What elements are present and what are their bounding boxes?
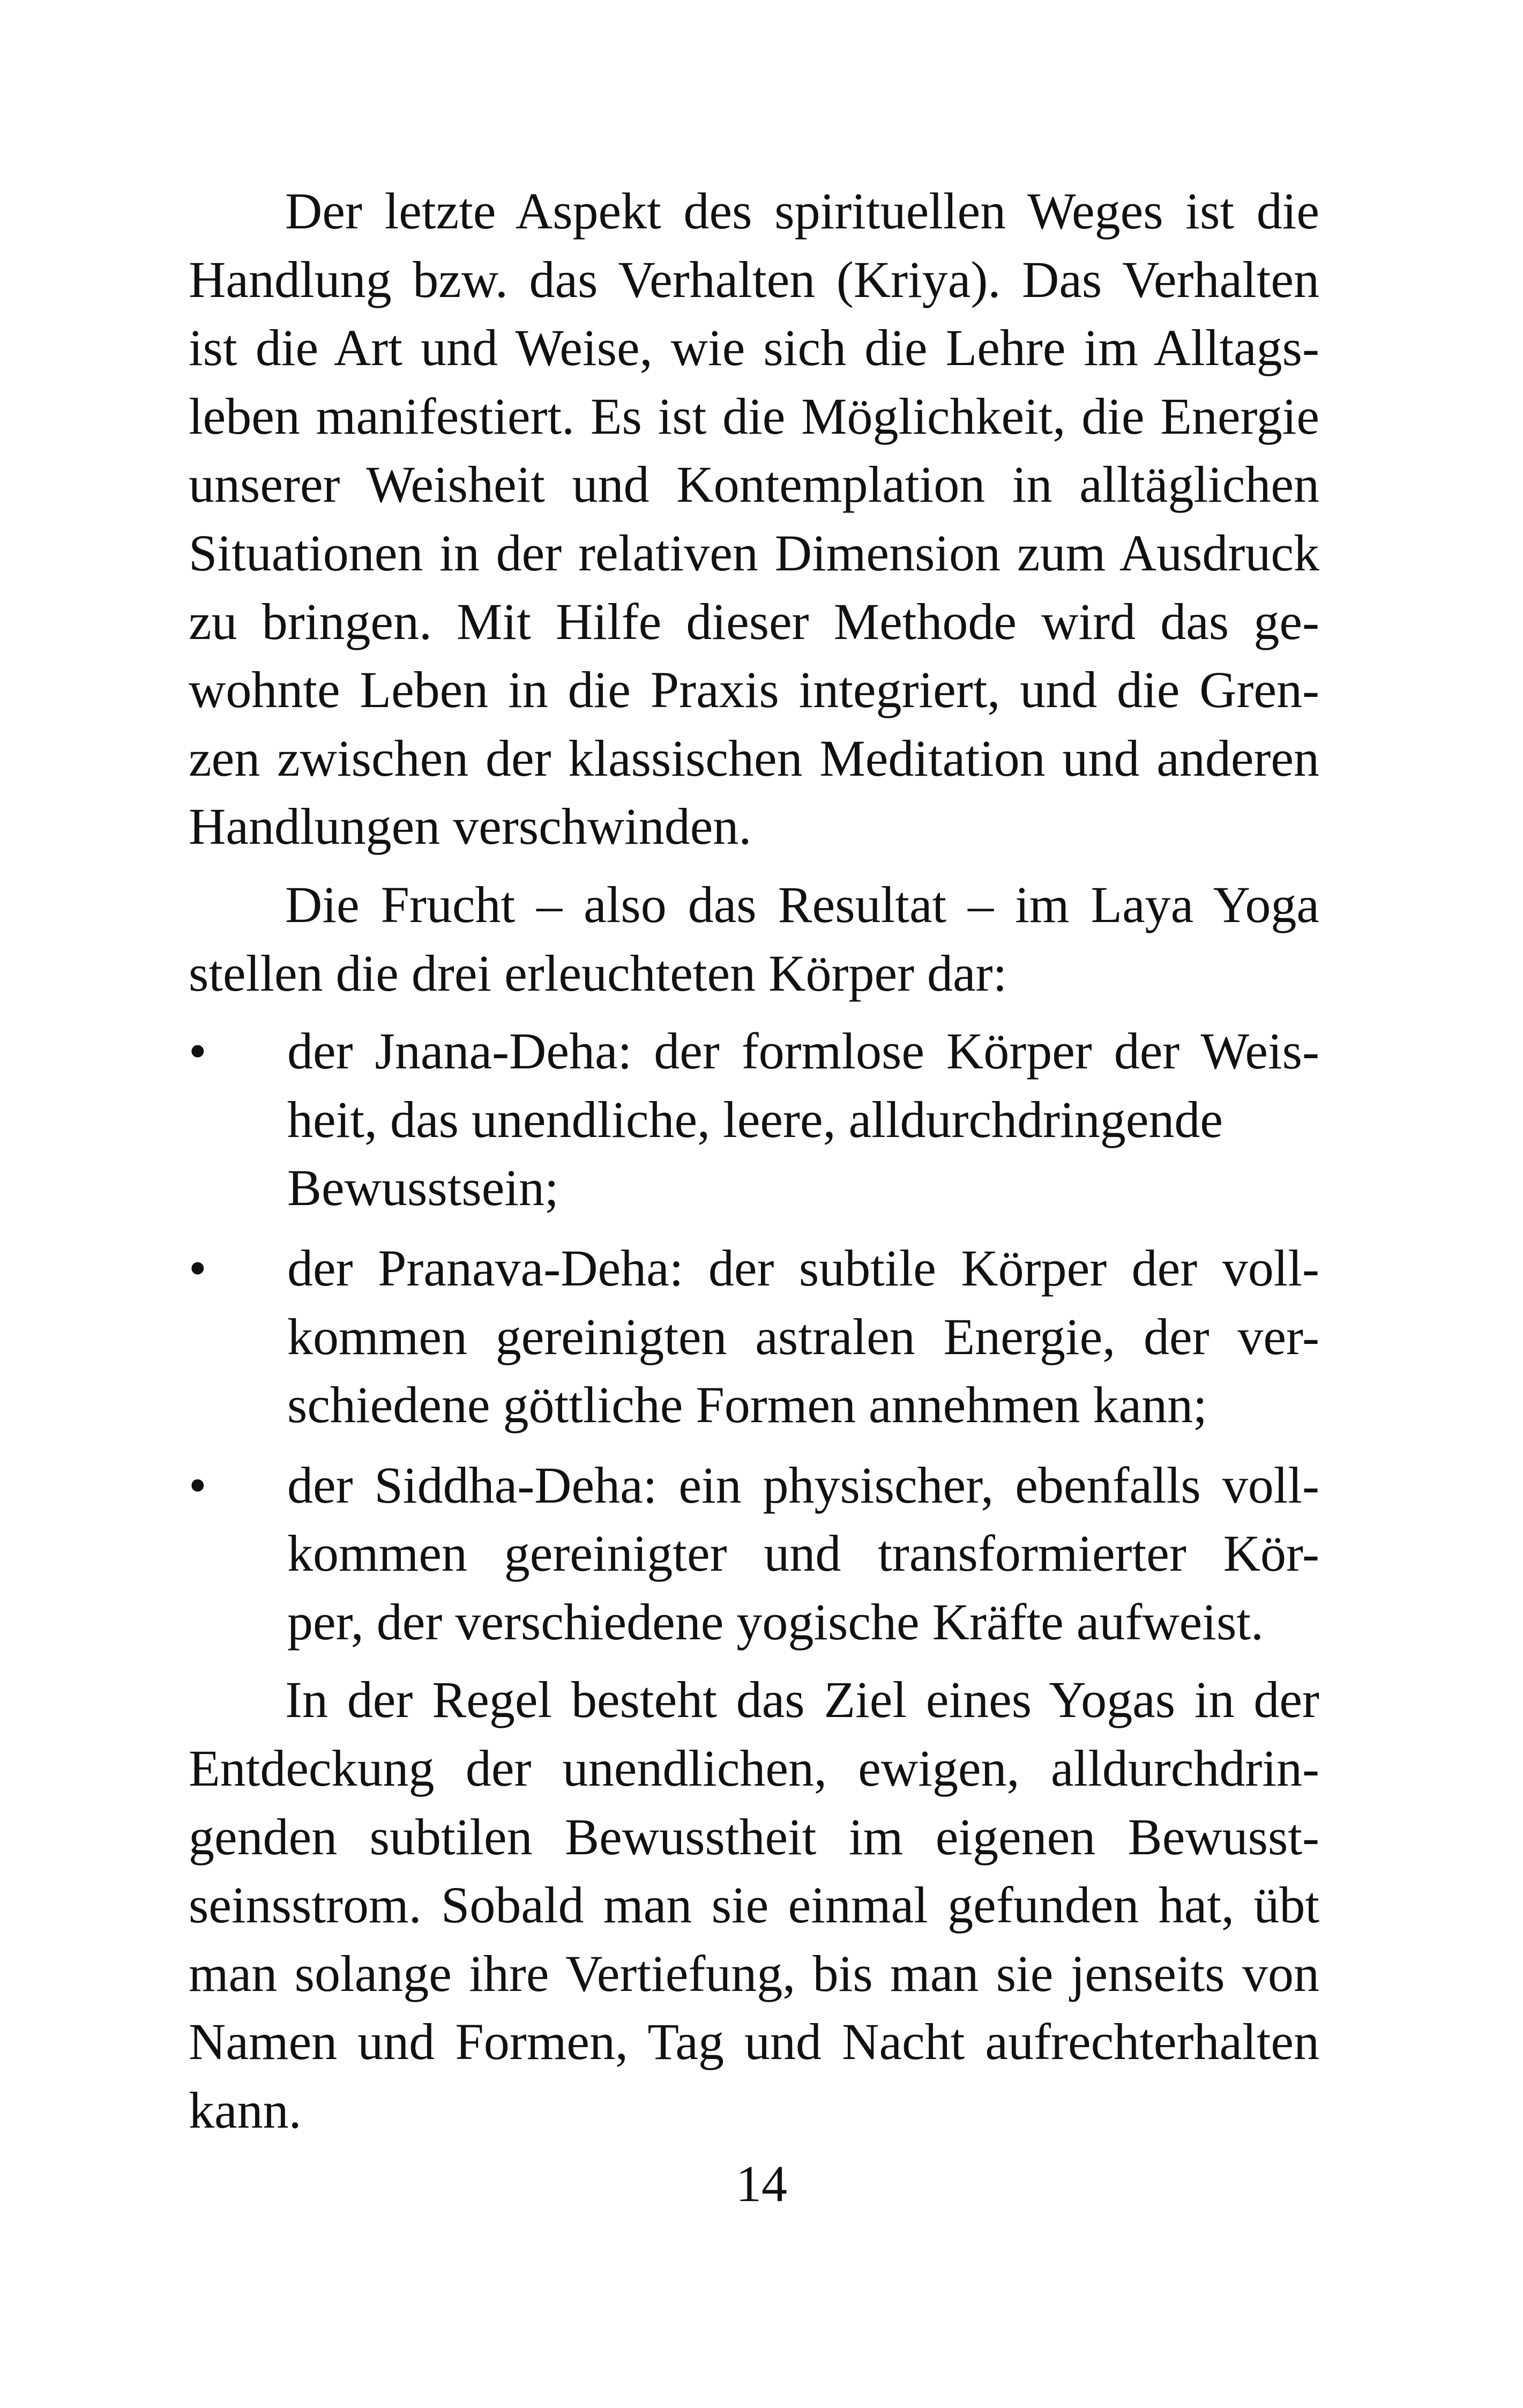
page-number: 14 [736,2155,787,2212]
bullet-icon: • [189,1022,207,1080]
text-line: der Jnana-Deha: der formlose Körper der Weis- [287,1022,1319,1080]
text-line: zu bringen. Mit Hilfe dieser Methode wird das ge- [189,592,1319,650]
text-line: kommen gereinigten astralen Energie, der ver- [287,1307,1319,1365]
paragraph-fruit [189,871,1319,1007]
paragraph-gap [189,1007,1319,1017]
list-gap [189,1222,1319,1234]
text-line: In der Regel besteht das Ziel eines Yogas in der [285,1671,1319,1729]
text-line: stellen die drei erleuchteten Körper dar: [189,944,1007,1002]
text-line: Handlungen verschwinden. [189,798,752,856]
bullet-icon: • [189,1239,207,1297]
text-line: heit, das unendliche, leere, alldurchdringende [287,1090,1223,1148]
paragraph-gap [189,1656,1319,1666]
bullet-icon: • [189,1456,207,1514]
text-line: Situationen in der relativen Dimension zum Ausdruck [189,524,1319,582]
text-line: schiedene göttliche Formen annehmen kann; [287,1376,1207,1434]
list-gap [189,1439,1319,1451]
text-line: Der letzte Aspekt des spirituellen Weges ist die [285,182,1319,240]
text-line: genden subtilen Bewusstheit im eigenen Bewusst- [189,1808,1319,1866]
list-item-pranava-deha [189,1234,1319,1439]
text-line: Entdeckung der unendlichen, ewigen, alldurchdrin- [189,1740,1319,1797]
text-line: ist die Art und Weise, wie sich die Lehre im Alltags- [189,319,1319,377]
list-item-siddha-deha [189,1451,1319,1656]
text-line: Die Frucht – also das Resultat – im Laya Yoga [285,875,1319,933]
text-line: kann. [189,2082,302,2139]
text-line: zen zwischen der klassischen Meditation und anderen [189,729,1319,787]
text-line: kommen gereinigter und transformierter Kör- [287,1525,1319,1582]
text-line: Bewusstsein; [287,1159,559,1217]
page-body [189,177,1319,2145]
text-line: Namen und Formen, Tag und Nacht aufrechterhalten [189,2013,1319,2071]
text-line: seinsstrom. Sobald man sie einmal gefunden hat, übt [189,1876,1319,1934]
text-line: wohnte Leben in die Praxis integriert, und die Gren- [189,661,1319,719]
text-line: der Pranava-Deha: der subtile Körper der voll- [287,1239,1319,1297]
list-item-jnana-deha [189,1017,1319,1222]
text-line: man solange ihre Vertiefung, bis man sie jenseits von [189,1944,1319,2002]
text-line: per, der verschiedene yogische Kräfte aufweist. [287,1593,1264,1651]
paragraph-gap [189,861,1319,871]
paragraph-kriya [189,177,1319,861]
text-line: Handlung bzw. das Verhalten (Kriya). Das Verhalten [189,250,1319,308]
text-line: der Siddha-Deha: ein physischer, ebenfalls voll- [287,1456,1319,1514]
text-line: leben manifestiert. Es ist die Möglichkeit, die Energie [189,387,1319,445]
text-line: unserer Weisheit und Kontemplation in alltäglichen [189,456,1319,514]
paragraph-goal [189,1666,1319,2144]
bullet-list [189,1017,1319,1656]
